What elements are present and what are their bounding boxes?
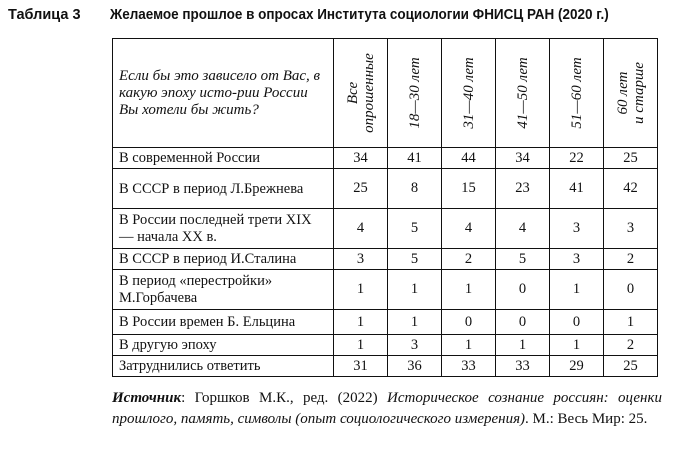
table-row (113, 209, 658, 249)
table-cell: 2 (442, 249, 496, 270)
table-cell: 5 (388, 209, 442, 249)
table-cell: 0 (550, 310, 604, 335)
table-cell: 22 (550, 148, 604, 169)
table-cell: 0 (496, 310, 550, 335)
table-row (113, 335, 658, 356)
table-cell: 8 (388, 169, 442, 209)
column-header-text: Все опрошенные (344, 53, 377, 133)
table-cell: 2 (604, 335, 658, 356)
table-cell: 3 (550, 209, 604, 249)
table-cell: 4 (442, 209, 496, 249)
source-colon: : (181, 390, 195, 406)
column-header (496, 39, 550, 148)
column-header-text: 60 лет и старше (614, 62, 647, 124)
source-author: Горшков М.К., ред. (2022) (194, 390, 388, 406)
table-row (113, 310, 658, 335)
row-label: В СССР в период Л.Брежнева (113, 169, 334, 209)
column-header (442, 39, 496, 148)
table-cell: 1 (388, 310, 442, 335)
table-cell: 31 (334, 356, 388, 377)
table-cell: 1 (334, 335, 388, 356)
table-cell: 3 (334, 249, 388, 270)
table-cell: 1 (550, 270, 604, 310)
column-header (388, 39, 442, 148)
table-cell: 33 (442, 356, 496, 377)
source-note (112, 388, 662, 430)
table-cell: 42 (604, 169, 658, 209)
table-cell: 41 (388, 148, 442, 169)
table-cell: 36 (388, 356, 442, 377)
table-cell: 25 (604, 356, 658, 377)
column-header (604, 39, 658, 148)
column-header-text: 41—50 лет (514, 57, 531, 129)
table-cell: 1 (334, 270, 388, 310)
table-cell: 15 (442, 169, 496, 209)
table-cell: 1 (550, 335, 604, 356)
row-label: В России последней трети XIX — начала XX в. (113, 209, 334, 249)
table-row (113, 249, 658, 270)
table-cell: 25 (604, 148, 658, 169)
table-cell: 1 (334, 310, 388, 335)
row-label: Затруднились ответить (113, 356, 334, 377)
source-publisher: . М.: Весь Мир: 25. (525, 411, 648, 427)
table-cell: 0 (442, 310, 496, 335)
table-row (113, 169, 658, 209)
column-header-text: 51—60 лет (568, 57, 585, 129)
table-cell: 1 (496, 335, 550, 356)
table-cell: 3 (388, 335, 442, 356)
table-cell: 4 (334, 209, 388, 249)
table-cell: 44 (442, 148, 496, 169)
column-header (334, 39, 388, 148)
table-number: Таблица 3 (8, 7, 81, 23)
question-header: Если бы это зависело от Вас, в какую эпоху исто-рии России Вы хотели бы жить? (113, 39, 334, 148)
column-header (550, 39, 604, 148)
table-row (113, 356, 658, 377)
table-cell: 1 (604, 310, 658, 335)
table-cell: 1 (442, 270, 496, 310)
column-header-text: 18—30 лет (406, 57, 423, 129)
table-cell: 3 (604, 209, 658, 249)
table-cell: 5 (496, 249, 550, 270)
table-cell: 3 (550, 249, 604, 270)
table-cell: 0 (496, 270, 550, 310)
row-label: В период «перестройки» М.Горбачева (113, 270, 334, 310)
table-cell: 33 (496, 356, 550, 377)
row-label: В СССР в период И.Сталина (113, 249, 334, 270)
table-cell: 1 (388, 270, 442, 310)
header-row (113, 39, 658, 148)
table-caption (8, 4, 688, 26)
table-row (113, 148, 658, 169)
table-cell: 29 (550, 356, 604, 377)
row-label: В современной России (113, 148, 334, 169)
table-cell: 23 (496, 169, 550, 209)
table-cell: 2 (604, 249, 658, 270)
survey-table (112, 38, 658, 377)
table-cell: 0 (604, 270, 658, 310)
table-cell: 41 (550, 169, 604, 209)
table-cell: 34 (334, 148, 388, 169)
table-title: Желаемое прошлое в опросах Института социологии ФНИСЦ РАН (2020 г.) (110, 7, 609, 23)
source-label: Источник (112, 390, 182, 406)
source-work-title: Историческое сознание россиян: оценки прошлого, память, символы (опыт социологического измерения) (112, 390, 663, 427)
table-cell: 25 (334, 169, 388, 209)
table-cell: 5 (388, 249, 442, 270)
table-cell: 1 (442, 335, 496, 356)
table-row (113, 270, 658, 310)
table-cell: 34 (496, 148, 550, 169)
row-label: В России времен Б. Ельцина (113, 310, 334, 335)
row-label: В другую эпоху (113, 335, 334, 356)
table-cell: 4 (496, 209, 550, 249)
column-header-text: 31—40 лет (460, 57, 477, 129)
